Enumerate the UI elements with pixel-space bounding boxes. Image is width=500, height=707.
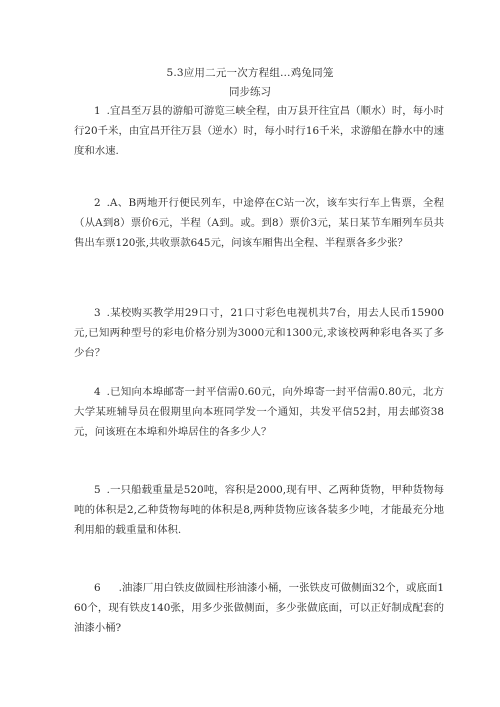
page-subtitle: 同步练习 — [229, 86, 271, 98]
problem-text: .油漆厂用白铁皮做圆柱形油漆小桶，一张铁皮可做侧面32个，或底面160个，现有铁皮140张，用多少张做侧面，多少张做底面，可以正好制成配套的油漆小桶? — [74, 582, 444, 634]
problem-number: 2 — [94, 197, 101, 209]
problem-2 — [74, 193, 444, 253]
problem-3 — [74, 303, 444, 363]
problem-text: .某校购买教学用29口寸，21口寸彩色电视机共7台，用去人民币15900元,已知两种型号的彩电价格分别为3000元和1300元,求该校两种彩电各买了多少台？ — [74, 307, 444, 359]
problem-4 — [74, 382, 444, 442]
problem-text: .A、B两地开行便民列车，中途停在C站一次，该车实行车上售票，全程（从A到8）票价6元，半程（A到。或。到8）票价3元，某日某节车厢列车员共售出车票120张,共收票款645元，问该车厢售出全程、半程票各多少张？ — [74, 197, 444, 249]
problem-number: 4 — [94, 386, 101, 398]
problem-1 — [74, 101, 444, 161]
problem-number: 6 — [94, 582, 101, 594]
problem-5 — [74, 480, 444, 540]
problem-6 — [74, 578, 444, 638]
problem-text: .一只船载重量是520吨，容积是2000,现有甲、乙两种货物，甲种货物每吨的体积是2,乙种货物每吨的体积是8,两种货物应该各装多少吨，才能最充分地利用船的载重量和体积. — [74, 484, 444, 536]
problem-text: .宜昌至万县的游船可游览三峡全程，由万县开往宜昌（顺水）时，每小时行20千米，由宜昌开往万县（逆水）时，每小时行16千米，求游船在静水中的速度和水速. — [74, 105, 444, 157]
page-title: 5.3应用二元一次方程组…鸡兔同笼 — [166, 67, 334, 79]
problem-number: 5 — [94, 484, 101, 496]
problem-number: 3 — [94, 307, 101, 319]
problem-number: 1 — [94, 105, 101, 117]
problem-text: .已知向本埠邮寄一封平信需0.60元，向外埠寄一封平信需0.80元，北方大学某班辅导员在假期里向本班同学发一个通知，共发平信52封，用去邮资38元，问该班在本埠和外埠居住的各多少人？ — [74, 386, 444, 438]
